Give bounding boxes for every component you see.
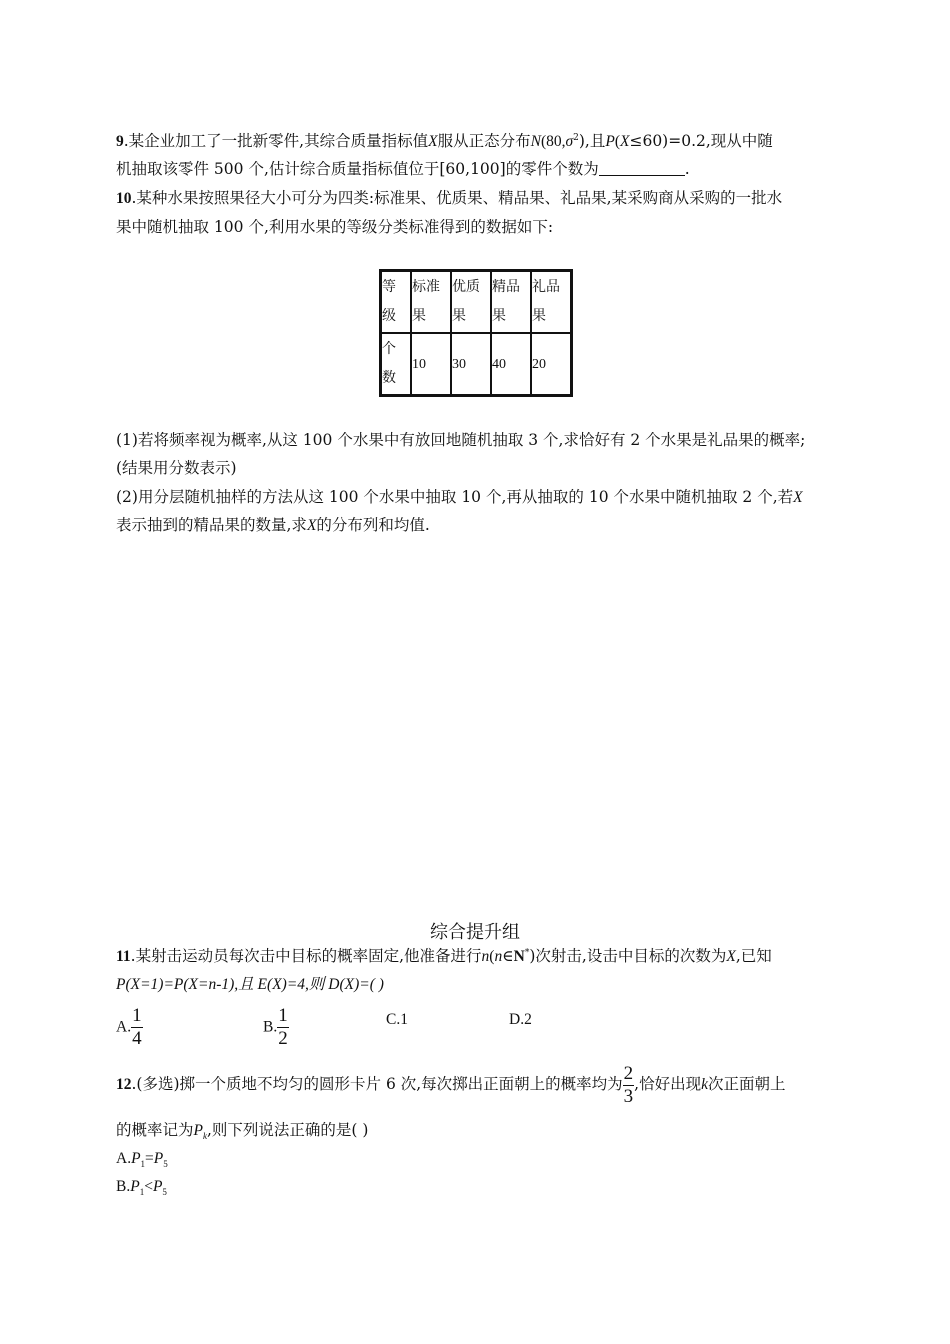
- section-title: 综合提升组: [430, 922, 520, 943]
- q11-line-1: 11.某射击运动员每次击中目标的概率固定,他准备进行n(n∈N*)次射击,设击中目标的次数为X,已知: [116, 947, 772, 965]
- table-header-cell: 标准果: [411, 271, 451, 334]
- answer-blank: [599, 161, 685, 176]
- fraction: $\frac{1}{2}$: [278, 1005, 288, 1049]
- table-cell: 40: [491, 333, 531, 396]
- table-cell: 10: [411, 333, 451, 396]
- fraction: $\frac{1}{4}$: [132, 1005, 142, 1049]
- q10-part1-line-1: (1)若将频率视为概率,从这 100 个水果中有放回地随机抽取 3 个,求恰好有 2 个水果是礼品果的概率;: [116, 431, 806, 449]
- table-header-cell: 精品果: [491, 271, 531, 334]
- q10-line-2: 果中随机抽取 100 个,利用水果的等级分类标准得到的数据如下:: [116, 218, 554, 236]
- q9-line-2: 机抽取该零件 500 个,估计综合质量指标值位于[60,100]的零件个数为 .: [116, 160, 690, 178]
- q10-number: 10: [116, 190, 132, 207]
- q11-option-d[interactable]: D.2: [509, 1011, 532, 1028]
- table-header-cell: 等级: [381, 271, 412, 334]
- q10-part2-line-1: (2)用分层随机抽样的方法从这 100 个水果中抽取 10 个,再从抽取的 10 个水果中随机抽取 2 个,若X: [116, 488, 803, 506]
- q11-option-c[interactable]: C.1: [386, 1011, 408, 1028]
- table-row: [381, 333, 572, 396]
- q12-line-1: 12.(多选)掷一个质地不均匀的圆形卡片 6 次,每次掷出正面朝上的概率均为 $\frac{2}{3}$ ,恰好出现k次正面朝上: [116, 1062, 786, 1107]
- fraction: $\frac{2}{3}$: [623, 1062, 634, 1107]
- q11-number: 11: [116, 948, 131, 965]
- q9-line-1: 9.某企业加工了一批新零件,其综合质量指标值X服从正态分布$N(80,\sigma^2)$,且P(X≤60)=0.2,现从中随: [116, 132, 773, 150]
- table-row: [381, 271, 572, 334]
- table-header-cell: 礼品果: [531, 271, 572, 334]
- q11-option-a[interactable]: A. $\frac{1}{4}$: [116, 1005, 142, 1049]
- q10-part1-line-2: (结果用分数表示): [116, 459, 237, 477]
- q11-option-b[interactable]: B. $\frac{1}{2}$: [263, 1005, 288, 1049]
- q11-line-2: P(X=1)=P(X=n-1),且 E(X)=4,则 D(X)=( ): [116, 976, 384, 993]
- q9-number: 9: [116, 133, 124, 150]
- q10-line-1: 10.某种水果按照果径大小可分为四类:标准果、优质果、精品果、礼品果,某采购商从采购的一批水: [116, 189, 783, 207]
- q10-part2-line-2: 表示抽到的精品果的数量,求X的分布列和均值.: [116, 516, 430, 534]
- table-cell: 20: [531, 333, 572, 396]
- grade-table: [379, 269, 573, 397]
- table-cell: 30: [451, 333, 491, 396]
- table-row-label: 个数: [381, 333, 412, 396]
- q12-option-b[interactable]: $B.P_1<P_5$: [116, 1178, 167, 1198]
- table-header-cell: 优质果: [451, 271, 491, 334]
- q12-number: 12: [116, 1076, 132, 1093]
- q12-line-2: 的概率记为$P_k$,则下列说法正确的是( ): [116, 1121, 369, 1142]
- q12-option-a[interactable]: $A.P_1=P_5$: [116, 1150, 168, 1170]
